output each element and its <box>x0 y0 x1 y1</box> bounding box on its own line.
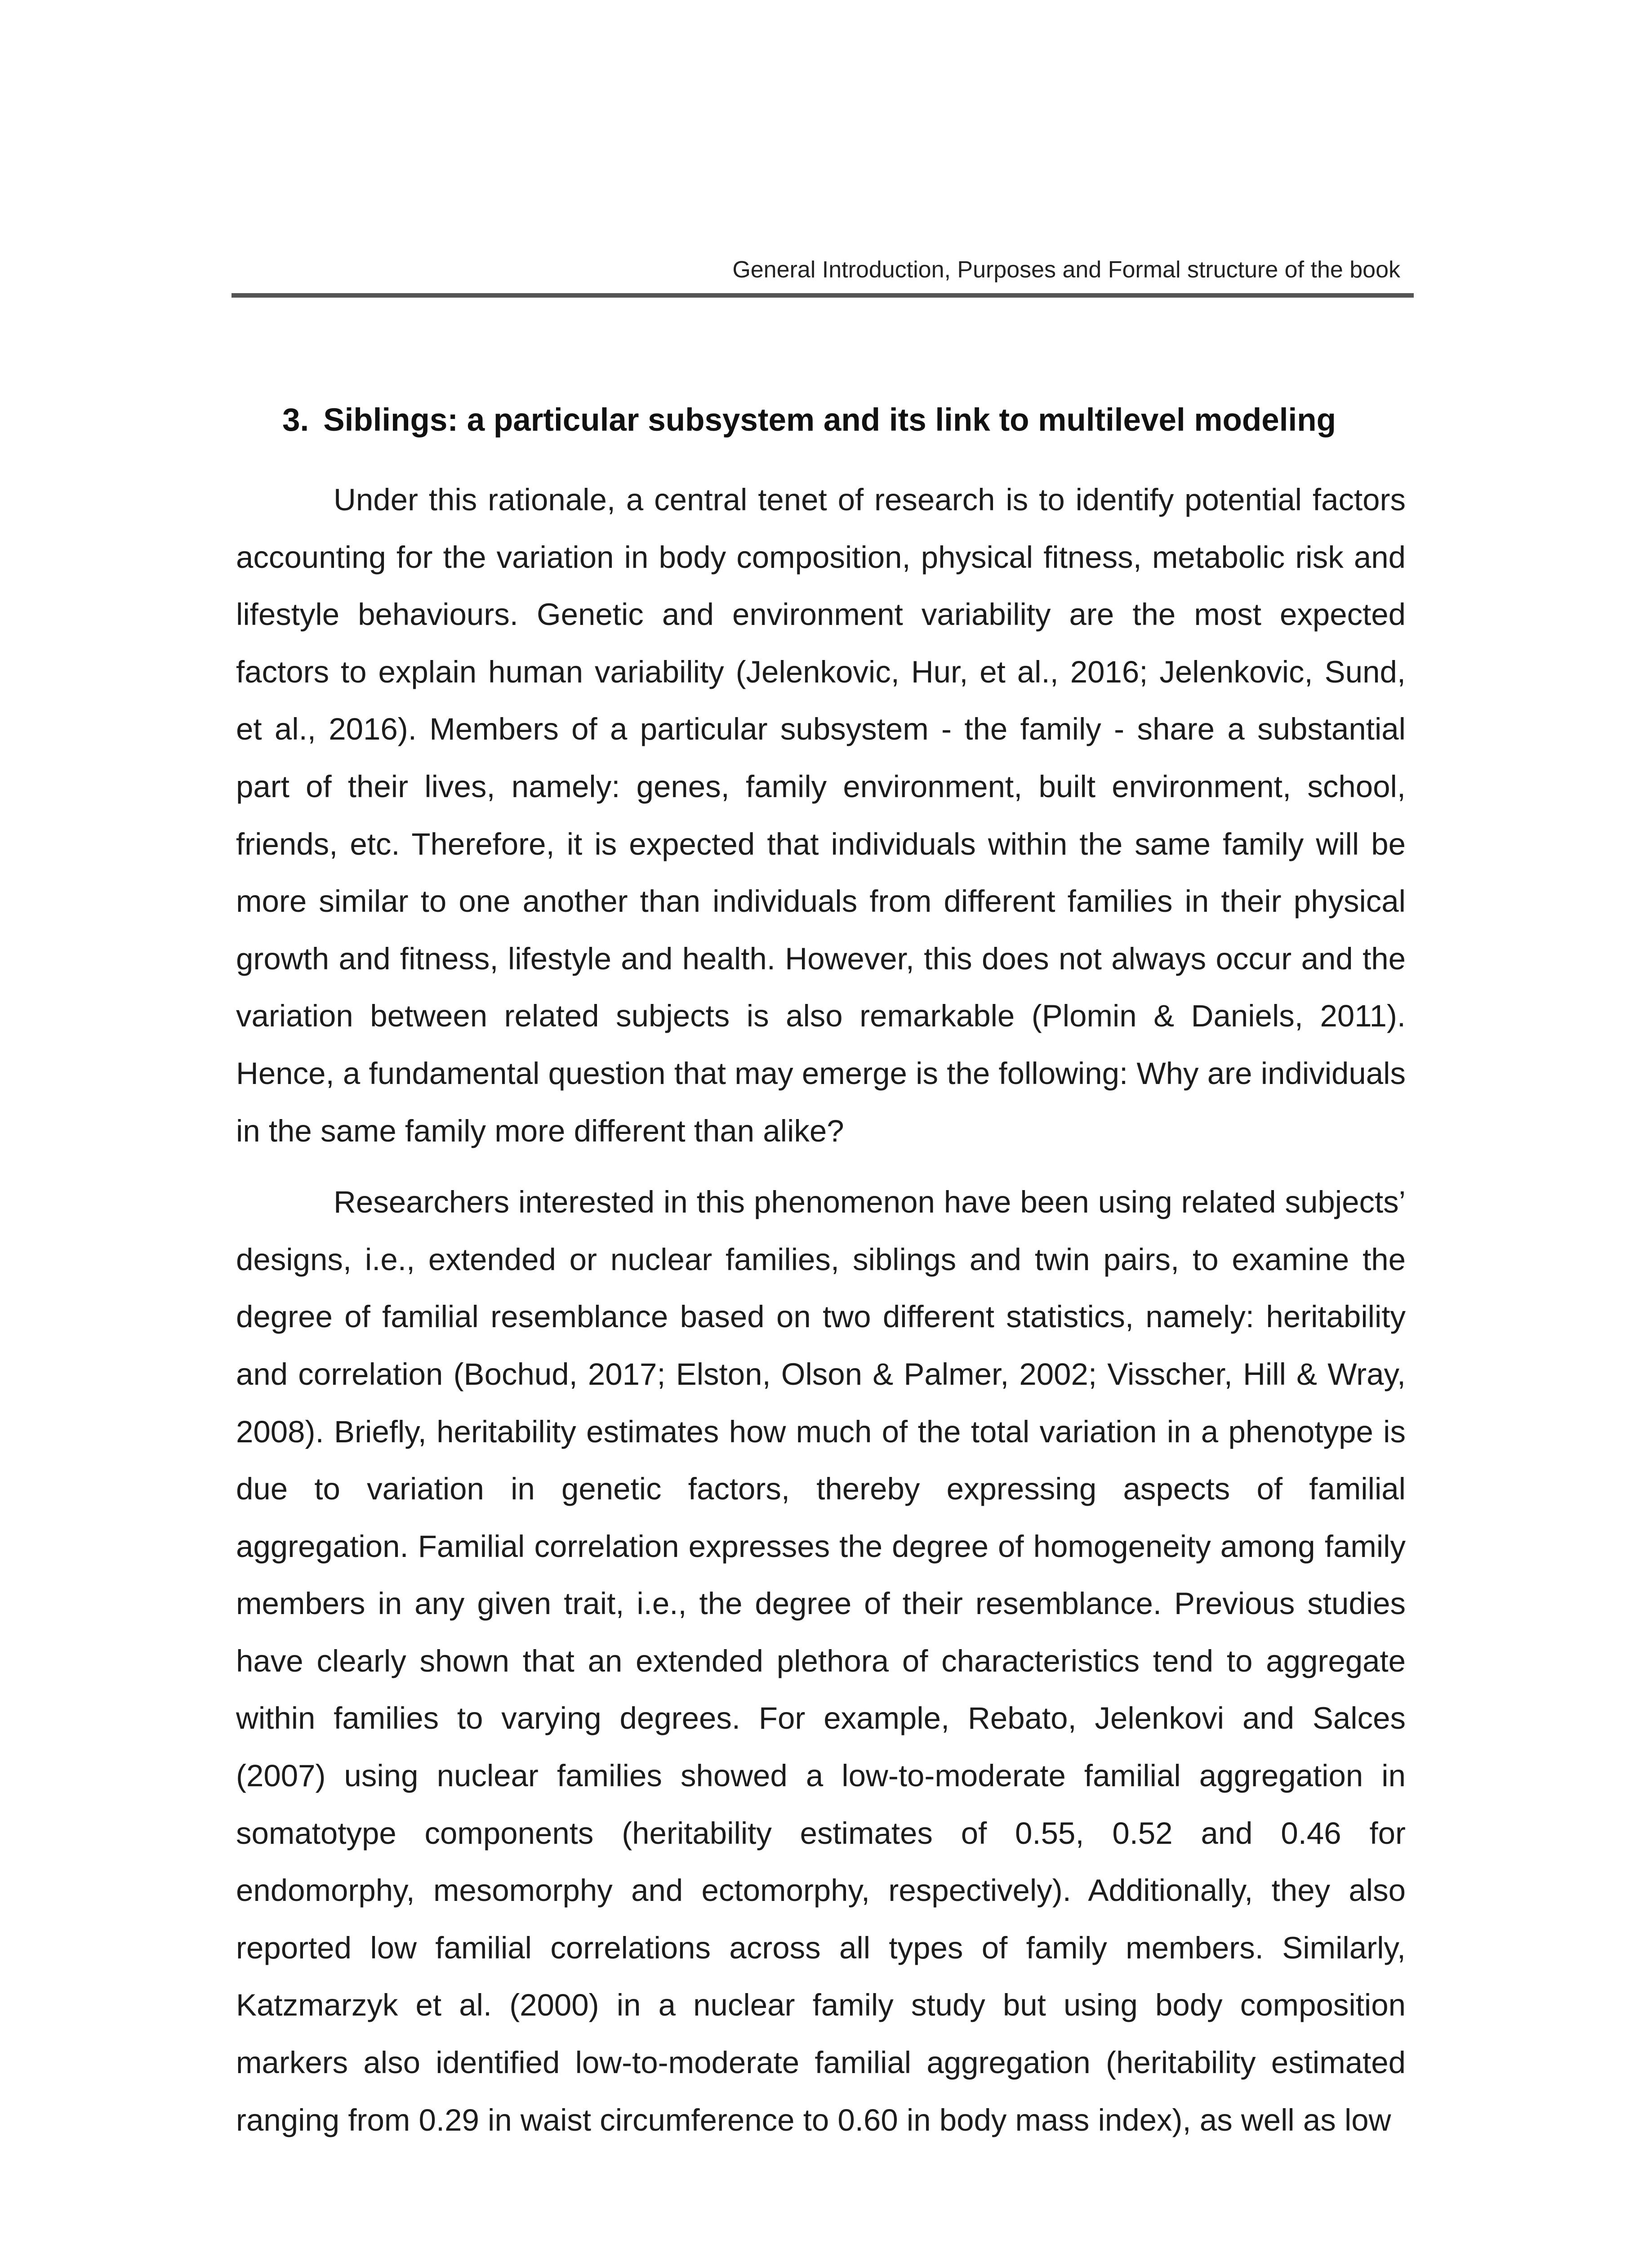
running-header: General Introduction, Purposes and Formal structure of the book <box>732 257 1400 283</box>
section-number: 3. <box>282 402 309 438</box>
paragraph-2: Researchers interested in this phenomenon have been using related subjects’ designs, i.e., extended or nuclear families, siblings and twin pairs, to examine the degree of familial resemblance based on two different statistics, namely: heritability and correlation (Bochud, 2017; Elston, Olson & Palmer, 2002; Visscher, Hill & Wray, 2008). Briefly, heritability estimates how much of the total variation in a phenotype is due to variation in genetic factors, thereby expressing aspects of familial aggregation. Familial correlation expresses the degree of homogeneity among family members in any given trait, i.e., the degree of their resemblance. Previous studies have clearly shown that an extended plethora of characteristics tend to aggregate within families to varying degrees. For example, Rebato, Jelenkovi and Salces (2007) using nuclear families showed a low-to-moderate familial aggregation in somatotype components (heritability estimates of 0.55, 0.52 and 0.46 for endomorphy, mesomorphy and ectomorphy, respectively). Additionally, they also reported low familial correlations across all types of family members. Similarly, Katzmarzyk et al. (2000) in a nuclear family study but using body composition markers also identified low-to-moderate familial aggregation (heritability estimated ranging from 0.29 in waist circumference to 0.60 in body mass index), as well as low <box>236 1185 1406 2137</box>
paragraph-1: Under this rationale, a central tenet of research is to identify potential factors accounting for the variation in body composition, physical fitness, metabolic risk and lifestyle behaviours. Genetic and environment variability are the most expected factors to explain human variability (Jelenkovic, Hur, et al., 2016; Jelenkovic, Sund, et al., 2016). Members of a particular subsystem - the family - share a substantial part of their lives, namely: genes, family environment, built environment, school, friends, etc. Therefore, it is expected that individuals within the same family will be more similar to one another than individuals from different families in their physical growth and fitness, lifestyle and health. However, this does not always occur and the variation between related subjects is also remarkable (Plomin & Daniels, 2011). Hence, a fundamental question that may emerge is the following: Why are individuals in the same family more different than alike? <box>236 482 1406 1148</box>
body-text <box>236 471 1406 2149</box>
section-heading <box>282 398 1406 443</box>
header-rule <box>232 293 1414 298</box>
section-title: Siblings: a particular subsystem and its link to multilevel modeling <box>323 402 1336 438</box>
